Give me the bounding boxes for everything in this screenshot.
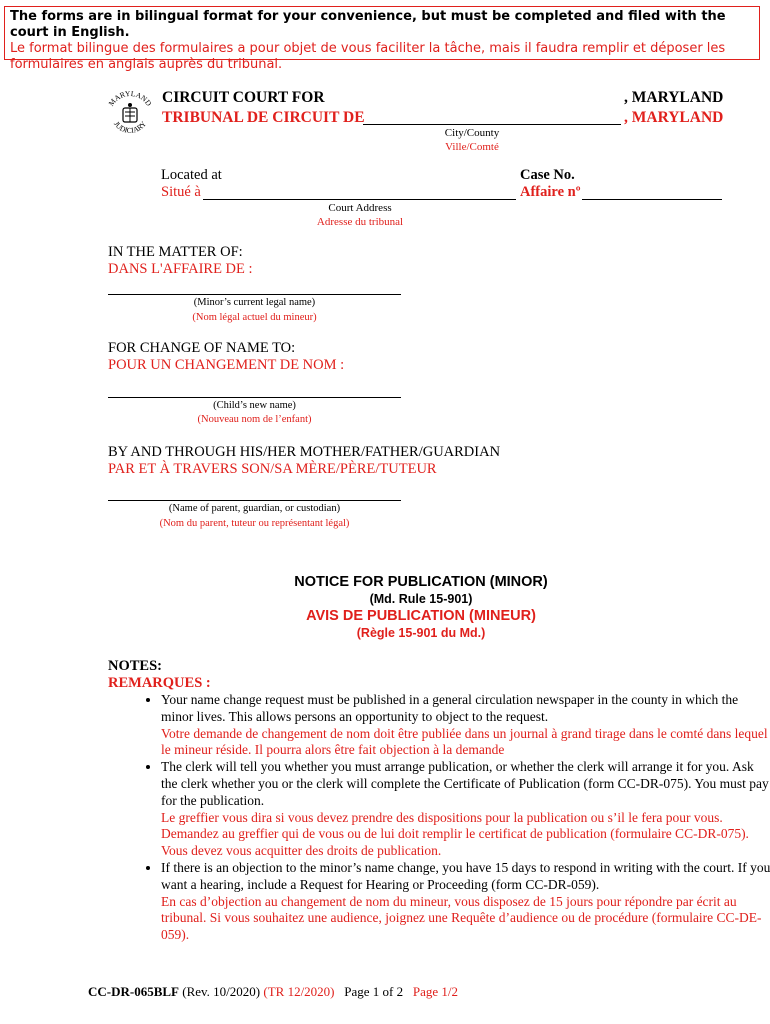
form-title-fr: AVIS DE PUBLICATION (MINEUR) (306, 608, 536, 624)
state-label-en: , MARYLAND (624, 89, 724, 106)
seal-bottom-text: JUDICIARY (111, 119, 149, 136)
case-no-label-fr: Affaire nº (520, 184, 581, 200)
form-rule-fr: (Règle 15-901 du Md.) (356, 626, 486, 640)
seal-top-text: MARYLAND (106, 88, 154, 108)
minor-current-name-caption-en: (Minor’s current legal name) (193, 297, 316, 308)
form-revision: (Rev. 10/2020) (182, 984, 261, 999)
notes-list (133, 692, 770, 944)
note-text-fr: Le greffier vous dira si vous devez prendre des dispositions pour la publication ou s’il le fera pour vous. Demandez au greffier qui de vous ou de lui doit remplir le certificat de publication (formulaire CC-DR-075). Vous devez vous acquitter des droits de publication. (161, 809, 749, 859)
matter-label-en: IN THE MATTER OF: (108, 244, 243, 260)
child-new-name-line[interactable] (108, 397, 401, 398)
page-number-en: Page 1 of 2 (344, 984, 404, 999)
city-caption-fr: Ville/Comté (445, 141, 499, 153)
parent-name-line[interactable] (108, 500, 401, 501)
note-text-en: • The clerk will tell you whether you must arrange publication, or whether the clerk will arrange it for you. Ask the clerk whether you or the clerk will complete the Certificate of Publication (form CC-DR-075). You must pay for the publication. (161, 759, 769, 808)
child-new-name-caption-fr: (Nouveau nom de l’enfant) (197, 414, 312, 425)
bilingual-notice-banner (4, 6, 760, 72)
court-name-line[interactable] (363, 124, 621, 125)
note-item (161, 860, 770, 944)
state-label-fr: , MARYLAND (624, 109, 724, 126)
page-number-fr: Page 1/2 (412, 984, 459, 999)
address-caption-en: Court Address (328, 202, 392, 214)
change-label-fr: POUR UN CHANGEMENT DE NOM : (108, 357, 345, 373)
matter-label-fr: DANS L'AFFAIRE DE : (108, 261, 253, 277)
court-address-line[interactable] (203, 199, 516, 200)
notes-label-fr: REMARQUES : (108, 675, 211, 691)
parent-name-caption-fr: (Nom du parent, tuteur ou représentant légal) (159, 518, 350, 529)
address-caption-fr: Adresse du tribunal (316, 216, 404, 228)
city-caption-en: City/County (444, 127, 500, 139)
located-label-fr: Situé à (161, 184, 201, 200)
maryland-judiciary-seal-icon (104, 86, 156, 142)
note-text-en: • If there is an objection to the minor’s name change, you have 15 days to respond in writing with the court. If you want a hearing, include a Request for Hearing or Proceeding (form CC-DR-059). (161, 859, 770, 892)
note-text-fr: En cas d’objection au changement de nom du mineur, vous disposez de 15 jours pour répondre par écrit au tribunal. Si vous souhaitez une audience, joignez une Requête d’audience ou de procédure (formulaire CC-DE-059). (161, 893, 762, 943)
page-footer (88, 984, 458, 1000)
court-label-en: CIRCUIT COURT FOR (162, 89, 325, 106)
notes-label-en: NOTES: (108, 658, 162, 674)
form-id: CC-DR-065BLF (88, 984, 179, 999)
parent-label-fr: PAR ET À TRAVERS SON/SA MÈRE/PÈRE/TUTEUR (108, 461, 437, 477)
case-number-line[interactable] (582, 199, 722, 200)
minor-current-name-line[interactable] (108, 294, 401, 295)
child-new-name-caption-en: (Child’s new name) (213, 400, 296, 411)
note-item (161, 692, 770, 759)
form-translation-revision: (TR 12/2020) (263, 984, 335, 999)
minor-current-name-caption-fr: (Nom légal actuel du mineur) (192, 312, 317, 323)
note-text-en: • Your name change request must be published in a general circulation newspaper in the county in which the minor lives. This allows persons an opportunity to object to the request. (161, 692, 739, 724)
banner-text-en: The forms are in bilingual format for your convenience, but must be completed and filed with the court in English. (10, 9, 726, 40)
form-title-en: NOTICE FOR PUBLICATION (MINOR) (294, 574, 548, 590)
note-text-fr: Votre demande de changement de nom doit être publiée dans un journal à grand tirage dans le comté dans lequel le mineur réside. Il pourra alors être fait objection à la demande (161, 725, 768, 758)
case-no-label-en: Case No. (520, 167, 575, 183)
form-rule-en: (Md. Rule 15-901) (369, 592, 473, 606)
located-label-en: Located at (161, 167, 222, 183)
parent-name-caption-en: (Name of parent, guardian, or custodian) (168, 503, 341, 514)
court-label-fr: TRIBUNAL DE CIRCUIT DE (162, 109, 365, 126)
note-item (161, 759, 770, 860)
parent-label-en: BY AND THROUGH HIS/HER MOTHER/FATHER/GUARDIAN (108, 444, 501, 460)
change-label-en: FOR CHANGE OF NAME TO: (108, 340, 296, 356)
banner-text-fr: Le format bilingue des formulaires a pour objet de vous faciliter la tâche, mais il faudra remplir et déposer les formulaires en anglais auprès du tribunal. (10, 41, 726, 72)
